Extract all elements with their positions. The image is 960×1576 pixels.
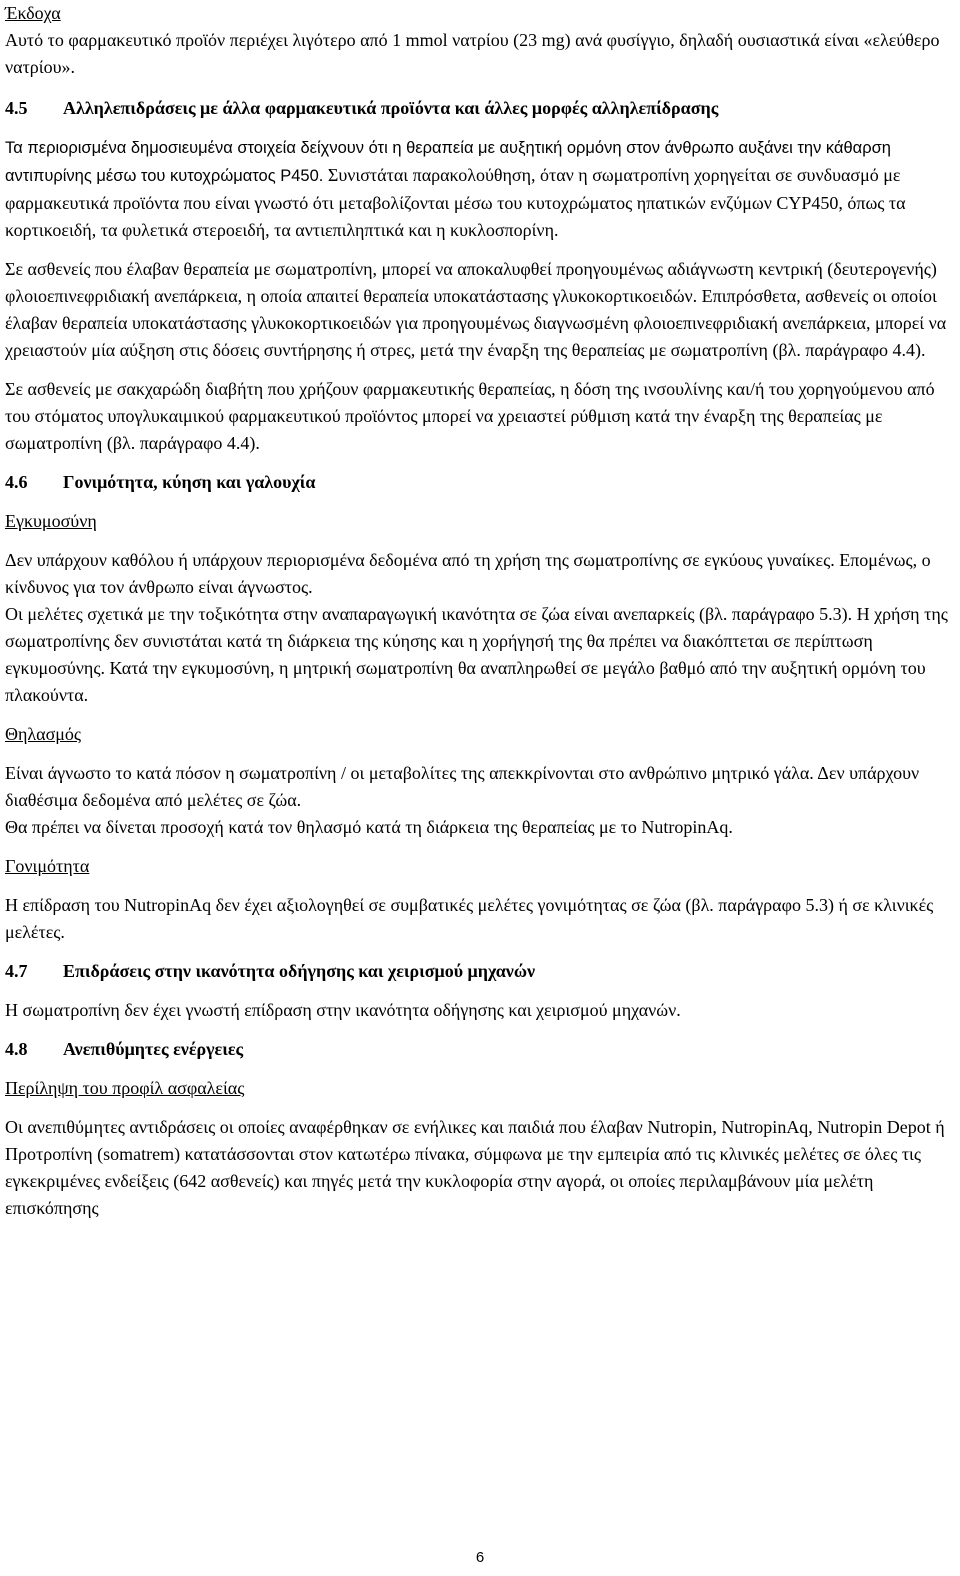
section-4-5-paragraph-2: Σε ασθενείς που έλαβαν θεραπεία με σωματροπίνη, μπορεί να αποκαλυφθεί προηγουμένως αδιάγνωστη κεντρική (δευτερογενής) φλοιοεπινεφριδιακή ανεπάρκεια, η οποία απαιτεί θεραπεία υποκατάστασης γλυκοκορτικοειδών. Επιπρόσθετα, ασθενείς οι οποίοι έλαβαν θεραπεία υποκατάστασης γλυκοκορτικοειδών για προηγουμένως διαγνωσμένη φλοιοεπινεφριδιακή ανεπάρκεια, μπορεί να χρειαστούν μία αύξηση στις δόσεις συντήρησης ή στρες, μετά την έναρξη της θεραπείας με σωματροπίνη (βλ. παράγραφο 4.4). xyxy=(5,259,947,360)
document-page xyxy=(5,0,953,1222)
serif-sentences: Συνιστάται παρακολούθηση, όταν η σωματροπίνη χορηγείται σε συνδυασμό με φαρμακευτικά προϊόντα που είναι γνωστό ότι μεταβολίζονται μέσω του κυτοχρώματος ηπατικών ενζύμων CYP450, όπως τα κορτικοειδή, τα φυλετικά στεροειδή, τα αντιεπιληπτικά και η κυκλοσπορίνη. xyxy=(5,165,906,240)
section-title: Επιδράσεις στην ικανότητα οδήγησης και χειρισμού μηχανών xyxy=(63,961,536,981)
lactation-paragraph-1: Είναι άγνωστο το κατά πόσον η σωματροπίνη / οι μεταβολίτες της απεκκρίνονται στο ανθρώπινο μητρικό γάλα. Δεν υπάρχουν διαθέσιμα δεδομένα από μελέτες σε ζώα. xyxy=(5,763,920,810)
section-number: 4.8 xyxy=(5,1039,28,1059)
pregnancy-paragraph-1: Δεν υπάρχουν καθόλου ή υπάρχουν περιορισμένα δεδομένα από τη χρήση της σωματροπίνης σε εγκύους γυναίκες. Επομένως, ο κίνδυνος για τον άνθρωπο είναι άγνωστος. xyxy=(5,550,931,597)
section-4-5-paragraph-3: Σε ασθενείς με σακχαρώδη διαβήτη που χρήζουν φαρμακευτικής θεραπείας, η δόση της ινσουλίνης και/ή του χορηγούμενου από του στόματος υπογλυκαιμικού φαρμακευτικού προϊόντος μπορεί να χρειαστεί ρύθμιση κατά την έναρξη της θεραπείας με σωματροπίνη (βλ. παράγραφο 4.4). xyxy=(5,379,935,453)
section-title: Αλληλεπιδράσεις με άλλα φαρμακευτικά προϊόντα και άλλες μορφές αλληλεπίδρασης xyxy=(63,98,719,118)
section-4-5-heading xyxy=(5,95,953,122)
section-number: 4.7 xyxy=(5,961,28,981)
pregnancy-paragraph-2: Οι μελέτες σχετικά με την τοξικότητα στην αναπαραγωγική ικανότητα σε ζώα είναι ανεπαρκείς (βλ. παράγραφο 5.3). Η χρήση της σωματροπίνης δεν συνιστάται κατά τη διάρκεια της κύησης και η χορήγησή της θα πρέπει να διακόπτεται σε περίπτωση εγκυμοσύνης. Κατά την εγκυμοσύνη, η μητρική σωματροπίνη θα αναπληρωθεί σε μεγάλο βαθμό από την αυξητική ορμόνη του πλακούντα. xyxy=(5,604,948,705)
section-4-7-paragraph-1: Η σωματροπίνη δεν έχει γνωστή επίδραση στην ικανότητα οδήγησης και χειρισμού μηχανών. xyxy=(5,1000,681,1020)
sans-sentence: Τα περιορισμένα δημοσιευμένα στοιχεία δείχνουν ότι η θεραπεία με αυξητική ορμόνη στον άνθρωπο αυξάνει την κάθαρση αντιπυρίνης μέσω του κυτοχρώματος P450. xyxy=(5,139,891,185)
lactation-subheading: Θηλασμός xyxy=(5,724,82,744)
excipients-text: Αυτό το φαρμακευτικό προϊόν περιέχει λιγότερο από 1 mmol νατρίου (23 mg) ανά φυσίγγιο, δηλαδή ουσιαστικά είναι «ελεύθερο νατρίου». xyxy=(5,30,940,77)
safety-profile-subheading: Περίληψη του προφίλ ασφαλείας xyxy=(5,1078,245,1098)
section-number: 4.5 xyxy=(5,98,28,118)
excipients-subheading: Έκδοχα xyxy=(5,3,61,23)
section-title: Ανεπιθύμητες ενέργειες xyxy=(63,1039,244,1059)
section-4-6-heading xyxy=(5,469,953,496)
section-4-7-heading xyxy=(5,958,953,985)
section-4-5-paragraph-1 xyxy=(5,134,953,244)
section-4-8-paragraph-1: Οι ανεπιθύμητες αντιδράσεις οι οποίες αναφέρθηκαν σε ενήλικες και παιδιά που έλαβαν Nutropin, NutropinAq, Nutropin Depot ή Προτροπίνη (somatrem) κατατάσσονται στον κατωτέρω πίνακα, σύμφωνα με την εμπειρία από τις κλινικές μελέτες σε όλες τις εγκεκριμένες ενδείξεις (642 ασθενείς) και πηγές μετά την κυκλοφορία στην αγορά, οι οποίες περιλαμβάνουν μία μελέτη επισκόπησης xyxy=(5,1117,945,1218)
fertility-paragraph-1: Η επίδραση του NutropinAq δεν έχει αξιολογηθεί σε συμβατικές μελέτες γονιμότητας σε ζώα (βλ. παράγραφο 5.3) ή σε κλινικές μελέτες. xyxy=(5,895,934,942)
lactation-paragraph-2: Θα πρέπει να δίνεται προσοχή κατά τον θηλασμό κατά τη διάρκεια της θεραπείας με το NutropinAq. xyxy=(5,817,733,837)
page-number: 6 xyxy=(475,1549,485,1566)
fertility-subheading: Γονιμότητα xyxy=(5,856,90,876)
pregnancy-subheading: Εγκυμοσύνη xyxy=(5,511,97,531)
section-number: 4.6 xyxy=(5,472,28,492)
section-4-8-heading xyxy=(5,1036,953,1063)
section-title: Γονιμότητα, κύηση και γαλουχία xyxy=(63,472,316,492)
